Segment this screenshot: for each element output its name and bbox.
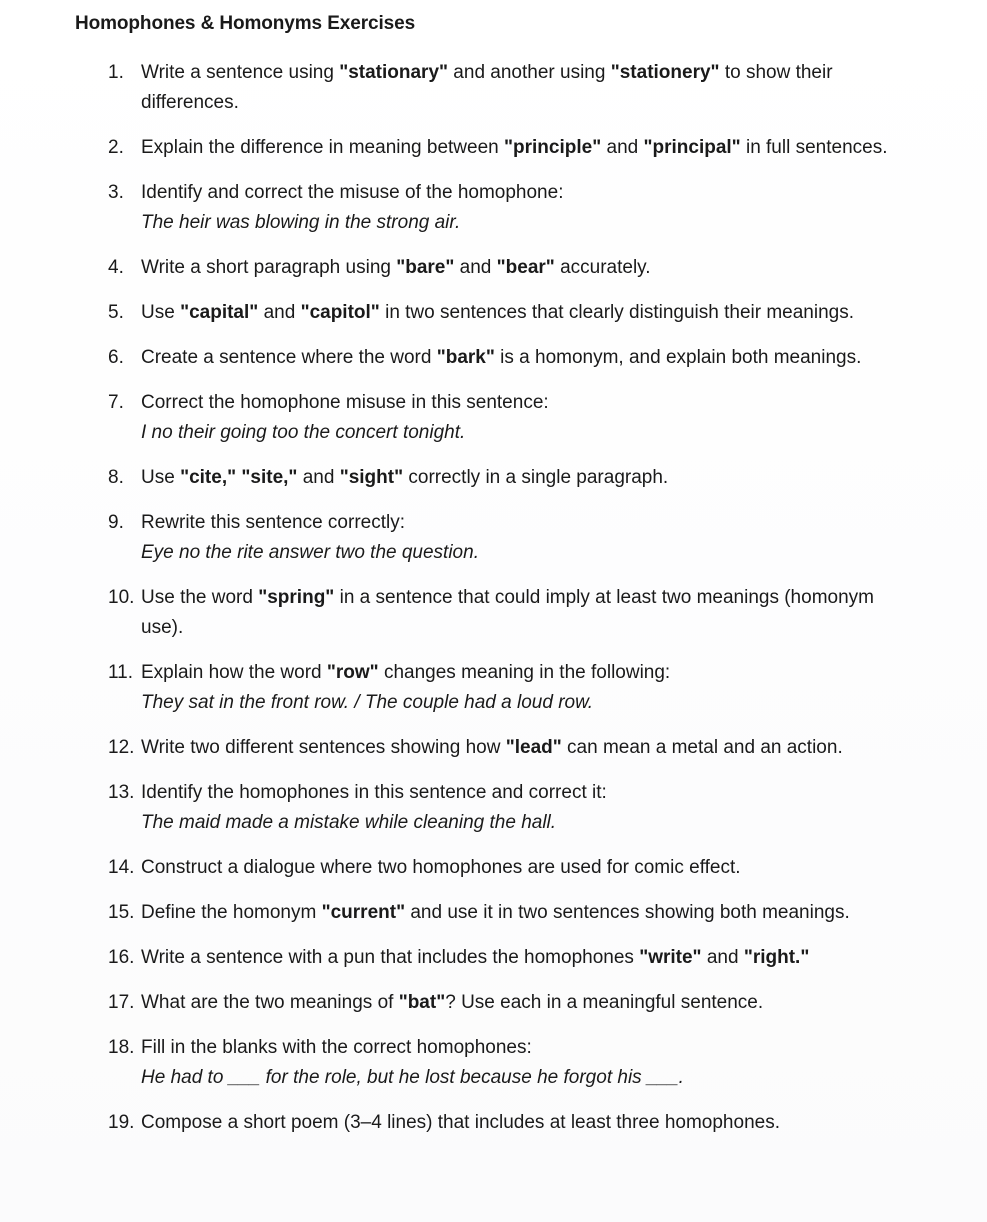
exercise-number: 6. — [108, 347, 124, 368]
exercise-item — [108, 583, 928, 643]
exercise-item — [108, 853, 928, 883]
exercise-number: 8. — [108, 467, 124, 488]
text-run: correctly in a single paragraph. — [403, 467, 669, 488]
text-run: Fill in the blanks with the correct homophones: — [141, 1037, 532, 1058]
text-run: and use it in two sentences showing both meanings. — [405, 902, 850, 923]
exercise-text — [141, 178, 928, 208]
example-sentence: The heir was blowing in the strong air. — [141, 212, 461, 233]
exercise-item — [108, 898, 928, 928]
exercise-number: 1. — [108, 62, 124, 83]
text-run: and — [297, 467, 340, 488]
exercise-text — [141, 658, 928, 688]
exercise-number: 19. — [108, 1112, 135, 1133]
text-run: Write two different sentences showing how — [141, 737, 506, 758]
exercise-text — [141, 853, 928, 883]
keyword: "bat" — [398, 992, 446, 1013]
exercise-number: 2. — [108, 137, 124, 158]
exercise-item — [108, 1033, 928, 1093]
exercise-number: 11. — [108, 662, 134, 683]
exercise-text — [141, 898, 928, 928]
exercise-number: 17. — [108, 992, 135, 1013]
keyword: "capital" — [180, 302, 259, 323]
text-run: in full sentences. — [740, 137, 888, 158]
keyword: "lead" — [505, 737, 562, 758]
exercise-number: 9. — [108, 512, 124, 533]
exercise-item — [108, 943, 928, 973]
exercise-text — [141, 733, 928, 763]
exercise-text — [141, 343, 928, 373]
text-run: can mean a metal and an action. — [561, 737, 843, 758]
text-run: Write a short paragraph using — [141, 257, 397, 278]
exercise-text — [141, 58, 928, 88]
exercise-number: 5. — [108, 302, 124, 323]
exercise-item — [108, 298, 928, 328]
text-run: to show their — [719, 62, 833, 83]
exercise-number: 18. — [108, 1037, 135, 1058]
exercise-number: 12. — [108, 737, 135, 758]
text-run: Identify and correct the misuse of the homophone: — [141, 182, 564, 203]
keyword: "cite," "site," — [180, 467, 298, 488]
exercise-text — [141, 508, 928, 538]
exercise-text — [141, 943, 928, 973]
text-run: Use — [141, 467, 181, 488]
exercise-number: 7. — [108, 392, 124, 413]
text-run: and — [601, 137, 644, 158]
exercise-number: 14. — [108, 857, 135, 878]
text-run: accurately. — [554, 257, 651, 278]
exercise-number: 15. — [108, 902, 135, 923]
text-run: changes meaning in the following: — [378, 662, 671, 683]
exercise-text-continuation: differences. — [141, 92, 239, 113]
text-run: Write a sentence with a pun that includes the homophones — [141, 947, 640, 968]
page-title: Homophones & Homonyms Exercises — [75, 13, 416, 34]
exercise-text — [141, 1033, 928, 1063]
example-sentence: They sat in the front row. / The couple had a loud row. — [141, 692, 594, 713]
text-run: Correct the homophone misuse in this sentence: — [141, 392, 549, 413]
text-run: What are the two meanings of — [141, 992, 399, 1013]
exercise-number: 10. — [108, 587, 135, 608]
exercise-list — [108, 58, 928, 1153]
exercise-text — [141, 298, 928, 328]
exercise-text — [141, 583, 928, 613]
exercise-item — [108, 508, 928, 568]
exercise-text — [141, 778, 928, 808]
exercise-number: 3. — [108, 182, 124, 203]
text-run: Identify the homophones in this sentence and correct it: — [141, 782, 607, 803]
exercise-item — [108, 388, 928, 448]
exercise-item — [108, 988, 928, 1018]
text-run: Write a sentence using — [141, 62, 340, 83]
exercise-text — [141, 463, 928, 493]
exercise-item — [108, 58, 928, 118]
text-run: Use the word — [141, 587, 259, 608]
exercise-text-continuation: use). — [141, 617, 184, 638]
example-sentence: The maid made a mistake while cleaning the hall. — [141, 812, 557, 833]
text-run: Explain how the word — [141, 662, 327, 683]
exercise-item — [108, 463, 928, 493]
keyword: "bark" — [436, 347, 495, 368]
example-sentence: Eye no the rite answer two the question. — [141, 542, 479, 563]
keyword: "spring" — [258, 587, 335, 608]
text-run: and — [701, 947, 744, 968]
text-run: and — [258, 302, 301, 323]
keyword: "bare" — [396, 257, 455, 278]
example-sentence: I no their going too the concert tonight. — [141, 422, 466, 443]
exercise-item — [108, 133, 928, 163]
exercise-item — [108, 343, 928, 373]
exercise-number: 16. — [108, 947, 135, 968]
exercise-item — [108, 1108, 928, 1138]
text-run: Compose a short poem (3–4 lines) that includes at least three homophones. — [141, 1112, 780, 1133]
keyword: "right." — [743, 947, 810, 968]
keyword: "current" — [321, 902, 406, 923]
keyword: "sight" — [339, 467, 404, 488]
keyword: "stationery" — [610, 62, 720, 83]
text-run: in a sentence that could imply at least two meanings (homonym — [334, 587, 874, 608]
exercise-item — [108, 178, 928, 238]
exercise-item — [108, 733, 928, 763]
text-run: Create a sentence where the word — [141, 347, 437, 368]
keyword: "capitol" — [300, 302, 380, 323]
keyword: "principal" — [643, 137, 741, 158]
text-run: Construct a dialogue where two homophones are used for comic effect. — [141, 857, 741, 878]
keyword: "stationary" — [339, 62, 449, 83]
exercise-text — [141, 1108, 928, 1138]
text-run: Explain the difference in meaning between — [141, 137, 505, 158]
exercise-number: 13. — [108, 782, 135, 803]
exercise-item — [108, 778, 928, 838]
exercise-item — [108, 253, 928, 283]
text-run: Rewrite this sentence correctly: — [141, 512, 405, 533]
exercise-text — [141, 388, 928, 418]
exercise-number: 4. — [108, 257, 124, 278]
keyword: "write" — [639, 947, 702, 968]
exercise-text — [141, 253, 928, 283]
keyword: "row" — [326, 662, 379, 683]
exercise-text — [141, 133, 928, 163]
exercise-item — [108, 658, 928, 718]
exercise-text — [141, 988, 928, 1018]
text-run: and another using — [448, 62, 611, 83]
text-run: Use — [141, 302, 181, 323]
example-sentence: He had to ___ for the role, but he lost because he forgot his ___. — [141, 1067, 684, 1088]
text-run: Define the homonym — [141, 902, 322, 923]
keyword: "bear" — [496, 257, 555, 278]
text-run: and — [454, 257, 497, 278]
text-run: ? Use each in a meaningful sentence. — [445, 992, 764, 1013]
text-run: in two sentences that clearly distinguish their meanings. — [379, 302, 855, 323]
keyword: "principle" — [504, 137, 602, 158]
text-run: is a homonym, and explain both meanings. — [494, 347, 862, 368]
